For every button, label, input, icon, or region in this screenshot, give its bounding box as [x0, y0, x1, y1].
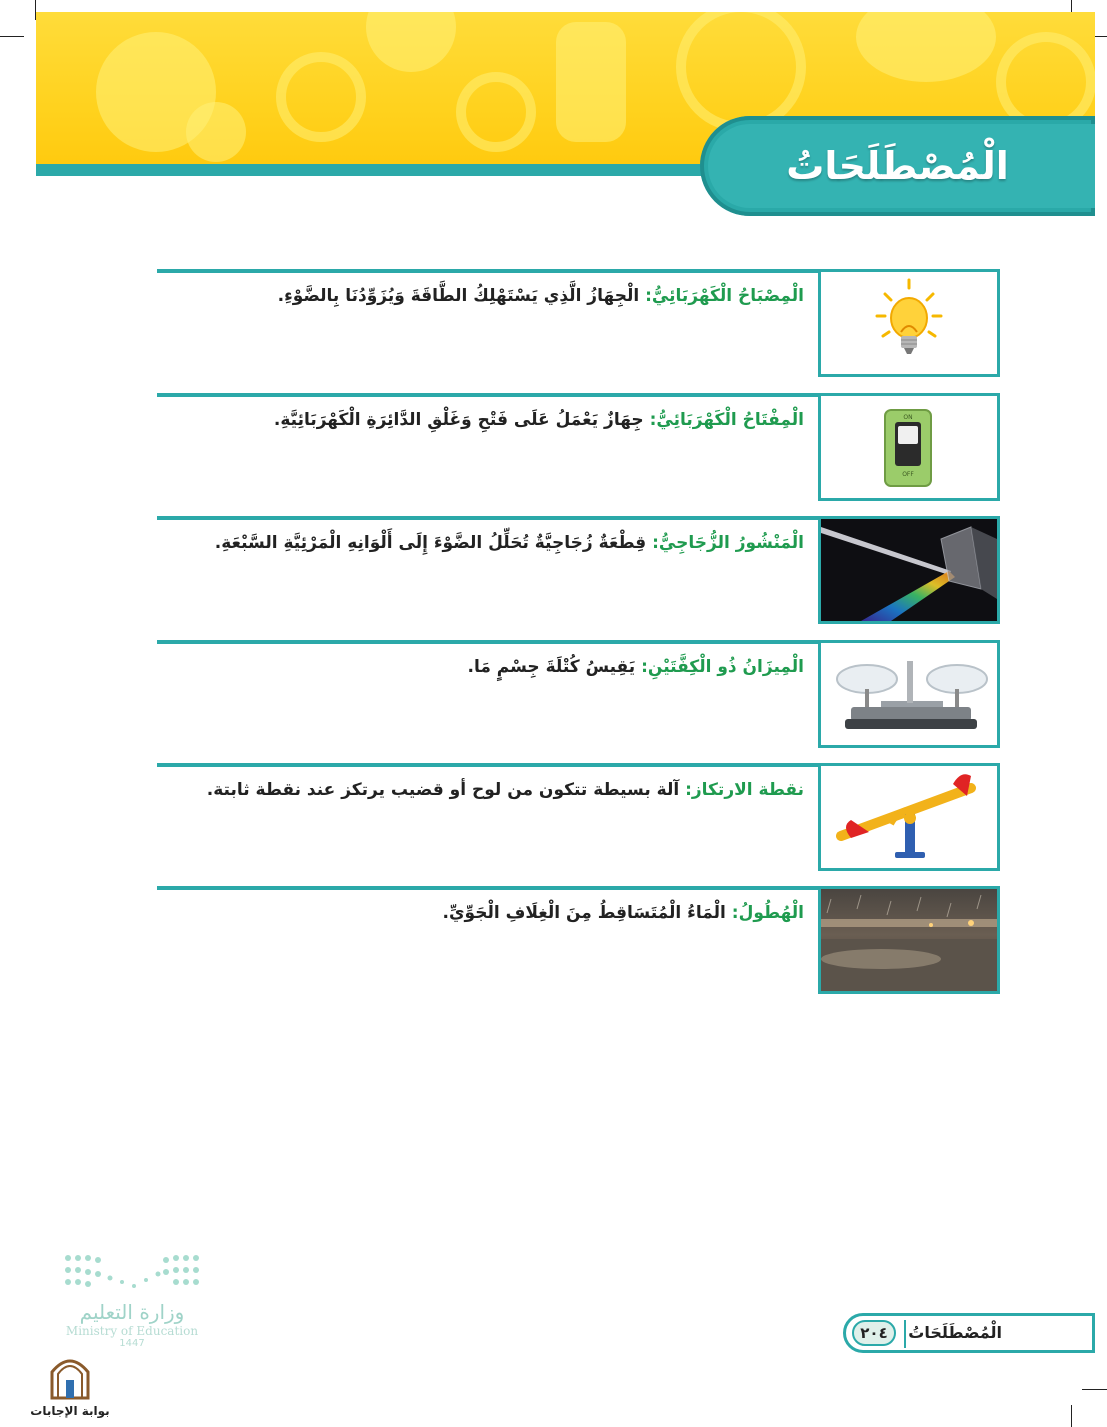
- term-definition: يَقِيسُ كُتْلَةَ جِسْمٍ مَا.: [467, 657, 642, 677]
- page-title: الْمُصْطَلَحَاتُ: [786, 144, 1009, 188]
- term-row-prism: [157, 516, 1000, 624]
- term-definition: آلة بسيطة تتكون من لوح أو قضيب يرتكز عند نقطة ثابتة.: [206, 780, 686, 800]
- term-entry: [164, 407, 804, 434]
- term-row-balance: [157, 640, 1000, 748]
- ministry-year: 1447: [119, 1338, 145, 1349]
- balance-scale-photo: [821, 643, 997, 745]
- ministry-dots-icon: [62, 1250, 202, 1296]
- term-name: الْمِفْتَاحُ الْكَهْرَبَائِيُّ:: [649, 410, 804, 430]
- term-name: نقطة الارتكاز:: [685, 780, 804, 800]
- term-row-switch: [157, 393, 1000, 501]
- page-footer: [843, 1313, 1095, 1353]
- term-entry: [164, 283, 804, 310]
- light-bulb-icon: [821, 272, 997, 374]
- term-name: الْهُطُولُ:: [731, 903, 804, 923]
- term-definition: جِهَازٌ يَعْمَلُ عَلَى فَتْحِ وَغَلْقِ الدَّائِرَةِ الْكَهْرَبَائِيَّةِ.: [273, 410, 650, 430]
- watermark-stamp: [30, 1352, 110, 1418]
- switch-on-label: ON: [903, 414, 913, 421]
- footer-divider: [904, 1320, 906, 1348]
- term-row-precipitation: [157, 886, 1000, 994]
- page-number: ٢٠٤: [852, 1320, 896, 1346]
- term-entry: [164, 654, 804, 681]
- term-entry: [164, 530, 804, 557]
- term-name: الْمِصْبَاحُ الْكَهْرَبَائِيُّ:: [645, 286, 804, 306]
- term-image: [818, 763, 1000, 871]
- term-image: [818, 393, 1000, 501]
- term-entry: [164, 900, 804, 927]
- switch-off-label: OFF: [902, 471, 914, 478]
- stamp-label: بوابة الإجابات: [30, 1404, 110, 1418]
- term-image: [818, 886, 1000, 994]
- crop-mark: [1071, 1405, 1072, 1427]
- term-name: الْمِيزَانُ ذُو الْكِفَّتَيْنِ:: [641, 657, 804, 677]
- term-image: [818, 640, 1000, 748]
- term-image: [818, 269, 1000, 377]
- term-row-fulcrum: [157, 763, 1000, 871]
- term-definition: الْمَاءُ الْمُتَسَاقِطُ مِنَ الْغِلَافِ الْجَوِّيِّ.: [442, 903, 732, 923]
- footer-title: الْمُصْطَلَحَاتُ: [908, 1323, 1002, 1342]
- ministry-name-ar: وزارة التعليم: [79, 1300, 185, 1324]
- term-row-light-bulb: [157, 269, 1000, 377]
- title-tab: [700, 116, 1095, 216]
- crop-mark: [0, 36, 24, 37]
- term-image: [818, 516, 1000, 624]
- ministry-name-en: Ministry of Education: [65, 1324, 199, 1338]
- term-entry: [164, 777, 804, 804]
- crop-mark: [1082, 1389, 1107, 1390]
- prism-photo: [821, 519, 997, 621]
- term-definition: قِطْعَةٌ زُجَاجِيَّةٌ تُحَلِّلُ الضَّوْءَ إِلَى أَلْوَانِهِ الْمَرْئِيَّةِ السَّبْعَةِ.: [214, 533, 653, 553]
- term-name: الْمَنْشُورُ الزُّجَاجِيُّ:: [652, 533, 804, 553]
- switch-icon: [821, 396, 997, 498]
- seesaw-icon: [821, 766, 997, 868]
- mosque-icon: [48, 1352, 92, 1400]
- rain-photo: [821, 889, 997, 991]
- ministry-logo: [62, 1250, 202, 1349]
- term-definition: الْجِهَازُ الَّذِي يَسْتَهْلِكُ الطَّاقَةَ وَيُزَوِّدُنَا بِالضَّوْءِ.: [277, 286, 646, 306]
